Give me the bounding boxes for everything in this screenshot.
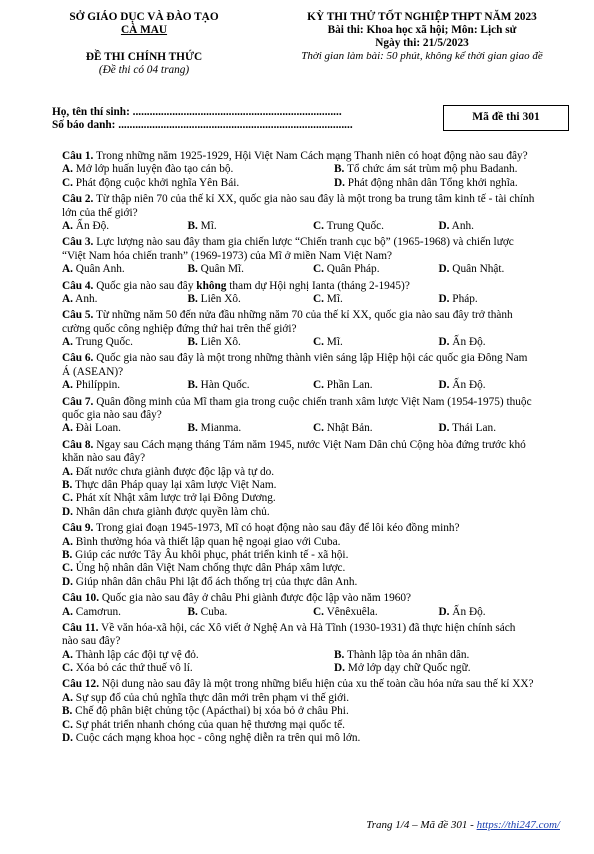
option-letter: B.	[187, 336, 198, 349]
question-number: Câu 5.	[62, 309, 94, 322]
exam-duration: Thời gian làm bài: 50 phút, không kể thời gian giao đề	[301, 50, 543, 62]
question-text-line: Câu 3. Lực lượng nào sau đây tham gia chiến lược “Chiến tranh cục bộ” (1965-1968) và chiến lược	[62, 236, 514, 249]
answer-option: C. Phát động cuộc khởi nghĩa Yên Bái.	[62, 176, 240, 189]
question	[62, 623, 564, 677]
question	[62, 194, 564, 234]
option-letter: B.	[62, 478, 73, 491]
question	[62, 310, 564, 350]
exam-subject: Bài thi: Khoa học xã hội; Môn: Lịch sử	[327, 24, 517, 36]
options-row	[62, 607, 564, 620]
answer-option: A. Trung Quốc.	[62, 336, 133, 349]
answer-option: A. Sự sụp đổ của chủ nghĩa thực dân mới trên phạm vi thế giới.	[62, 691, 350, 704]
options-row	[62, 493, 564, 506]
option-letter: B.	[187, 379, 198, 392]
answer-option: D. Anh.	[438, 219, 474, 232]
option-letter: B.	[187, 263, 198, 276]
option-letter: C.	[313, 336, 324, 349]
answer-option: A. Bình thường hóa và thiết lập quan hệ ngoại giao với Cuba.	[62, 535, 341, 548]
answer-option: B. Tổ chức ám sát trùm mộ phu Badanh.	[334, 163, 518, 176]
answer-option: C. Mĩ.	[313, 292, 343, 305]
option-letter: C.	[313, 422, 324, 435]
option-letter: D.	[438, 422, 450, 435]
question-number: Câu 6.	[62, 352, 94, 365]
option-letter: C.	[313, 219, 324, 232]
options-row	[62, 720, 564, 733]
options-row	[62, 537, 564, 550]
options-row	[62, 693, 564, 706]
header-right	[272, 12, 572, 64]
option-letter: A.	[62, 263, 73, 276]
question-text-line: “Việt Nam hóa chiến tranh” (1969-1973) của Mĩ ở miền Nam Việt Nam?	[62, 249, 393, 262]
question-text-line: khăn nào sau đây?	[62, 452, 146, 465]
option-letter: A.	[62, 535, 73, 548]
question-text-line: Câu 4. Quốc gia nào sau đây không tham dự Hội nghị Ianta (tháng 2-1945)?	[62, 279, 410, 292]
option-letter: A.	[62, 336, 73, 349]
answer-option: A. Đất nước chưa giành được độc lập và tự do.	[62, 465, 275, 478]
option-letter: B.	[62, 548, 73, 561]
answer-option: C. Quân Pháp.	[313, 263, 380, 276]
answer-option: D. Pháp.	[438, 292, 478, 305]
option-letter: A.	[62, 422, 73, 435]
question-list	[62, 151, 564, 749]
question	[62, 151, 564, 191]
answer-option: C. Sự phát triển nhanh chóng của quan hệ thương mại quốc tế.	[62, 718, 346, 731]
answer-option: B. Mianma.	[187, 422, 242, 435]
options-row	[62, 550, 564, 563]
question-text-line: Câu 6. Quốc gia nào sau đây là một trong những thành viên sáng lập Hiệp hội các quốc gia Đông Nam	[62, 352, 528, 365]
candidate-info	[52, 107, 422, 133]
question-text-line: Câu 9. Trong giai đoạn 1945-1973, Mĩ có hoạt động nào sau đây để lôi kéo đồng minh?	[62, 522, 460, 535]
option-letter: B.	[334, 163, 345, 176]
answer-option: A. Mở lớp huấn luyện đào tạo cán bộ.	[62, 163, 234, 176]
options-row	[62, 264, 564, 277]
options-row	[62, 663, 564, 676]
question	[62, 593, 564, 620]
option-letter: C.	[62, 492, 73, 505]
option-letter: C.	[62, 176, 73, 189]
candidate-number-line: Số báo danh: ...................................................................................	[52, 119, 353, 131]
option-letter: D.	[438, 292, 450, 305]
answer-option: B. Mĩ.	[187, 219, 217, 232]
answer-option: D. Quân Nhật.	[438, 263, 505, 276]
answer-option: D. Mở lớp dạy chữ Quốc ngữ.	[334, 662, 471, 675]
answer-option: C. Xóa bỏ các thứ thuế vô lí.	[62, 662, 193, 675]
option-letter: A.	[62, 379, 73, 392]
question-text-line: Câu 11. Về văn hóa-xã hội, các Xô viết ở Nghệ An và Hà Tĩnh (1930-1931) đã thực hiện chính sách	[62, 621, 516, 634]
answer-option: B. Giúp các nước Tây Âu khôi phục, phát triển kinh tế - xã hội.	[62, 548, 349, 561]
answer-option: A. Quân Anh.	[62, 263, 125, 276]
option-letter: C.	[313, 605, 324, 618]
answer-option: B. Liên Xô.	[187, 292, 241, 305]
question-number: Câu 3.	[62, 236, 94, 249]
option-letter: D.	[334, 176, 345, 189]
options-row	[62, 294, 564, 307]
options-row	[62, 164, 564, 177]
option-letter: D.	[334, 662, 345, 675]
official-label: ĐỀ THI CHÍNH THỨC	[85, 51, 203, 63]
question	[62, 237, 564, 277]
question	[62, 281, 564, 308]
question-text-line: Câu 10. Quốc gia nào sau đây ở châu Phi giành được độc lập vào năm 1960?	[62, 592, 412, 605]
question-number: Câu 2.	[62, 193, 94, 206]
option-letter: B.	[187, 422, 198, 435]
question-number: Câu 1.	[62, 150, 94, 162]
candidate-name-line: Họ, tên thí sinh: ..........................................................................	[52, 106, 342, 118]
option-letter: D.	[438, 263, 450, 276]
question-text-line: Câu 8. Ngay sau Cách mạng tháng Tám năm 1945, nước Việt Nam Dân chủ Cộng hòa đứng trước khó	[62, 438, 526, 451]
answer-option: C. Vênêxuêla.	[313, 605, 378, 618]
answer-option: B. Thực dân Pháp quay lại xâm lược Việt Nam.	[62, 478, 277, 491]
option-letter: C.	[62, 562, 73, 575]
option-letter: B.	[187, 219, 198, 232]
question-number: Câu 7.	[62, 395, 94, 408]
page-footer	[366, 820, 560, 831]
question-number: Câu 12.	[62, 678, 100, 691]
answer-option: C. Phát xít Nhật xâm lược trở lại Đông Dương.	[62, 492, 276, 505]
answer-option: A. Đài Loan.	[62, 422, 121, 435]
option-letter: A.	[62, 648, 73, 661]
question-text-line: cường quốc công nghiệp đứng thứ hai trên thế giới?	[62, 322, 297, 335]
option-letter: D.	[62, 732, 73, 745]
answer-option: C. Ủng hộ nhân dân Việt Nam chống thực dân Pháp xâm lược.	[62, 562, 346, 575]
question-text-line: Câu 7. Quân đồng minh của Mĩ tham gia trong cuộc chiến tranh xâm lược Việt Nam (1954-1975) thuộc	[62, 395, 532, 408]
option-letter: D.	[438, 379, 450, 392]
question-number: Câu 11.	[62, 621, 99, 634]
answer-option: A. Camơrun.	[62, 605, 122, 618]
option-letter: C.	[62, 662, 73, 675]
answer-option: A. Philíppin.	[62, 379, 121, 392]
question	[62, 523, 564, 590]
answer-option: D. Thái Lan.	[438, 422, 497, 435]
options-row	[62, 650, 564, 663]
answer-option: D. Cuộc cách mạng khoa học - công nghệ diễn ra trên qui mô lớn.	[62, 732, 361, 745]
exam-date: Ngày thi: 21/5/2023	[375, 37, 469, 49]
answer-option: B. Chế độ phân biệt chủng tộc (Apácthai) bị xóa bỏ ở châu Phi.	[62, 705, 349, 718]
header-left	[34, 12, 254, 78]
answer-option: D. Phát động nhân dân Tổng khởi nghĩa.	[334, 176, 518, 189]
question	[62, 397, 564, 437]
options-row	[62, 507, 564, 520]
option-letter: C.	[313, 379, 324, 392]
question	[62, 440, 564, 520]
options-row	[62, 380, 564, 393]
province-name: CÀ MAU	[120, 24, 168, 36]
answer-option: D. Ấn Độ.	[438, 605, 486, 618]
answer-option: B. Thành lập tòa án nhân dân.	[334, 648, 470, 661]
options-row	[62, 733, 564, 746]
question-text-line: Câu 1. Trong những năm 1925-1929, Hội Việt Nam Cách mạng Thanh niên có hoạt động nào sau đây?	[62, 150, 528, 162]
question-text-line: Câu 12. Nội dung nào sau đây là một trong những biểu hiện của xu thế toàn cầu hóa nửa sau thế kỉ XX?	[62, 678, 534, 691]
option-letter: C.	[313, 292, 324, 305]
question-number: Câu 9.	[62, 522, 94, 535]
options-row	[62, 178, 564, 191]
option-letter: C.	[62, 718, 73, 731]
answer-option: C. Mĩ.	[313, 336, 343, 349]
options-row	[62, 480, 564, 493]
question-text-line: Câu 2. Từ thập niên 70 của thế kỉ XX, quốc gia nào sau đây là một trong ba trung tâm kinh tế - tài chính	[62, 193, 535, 206]
answer-option: D. Ấn Độ.	[438, 336, 486, 349]
option-letter: D.	[438, 605, 450, 618]
answer-option: A. Ấn Độ.	[62, 219, 110, 232]
question-number: Câu 4.	[62, 279, 94, 292]
options-row	[62, 337, 564, 350]
page-count: (Đề thi có 04 trang)	[98, 64, 190, 76]
question-text-line: Câu 5. Từ những năm 50 đến nửa đầu những năm 70 của thế kỉ XX, quốc gia nào sau đây trở thành	[62, 309, 513, 322]
options-row	[62, 706, 564, 719]
option-letter: B.	[334, 648, 345, 661]
question-number: Câu 10.	[62, 592, 100, 605]
options-row	[62, 423, 564, 436]
option-letter: D.	[62, 505, 73, 518]
department-name: SỞ GIÁO DỤC VÀ ĐÀO TẠO	[69, 11, 219, 23]
answer-option: D. Giúp nhân dân châu Phi lật đổ ách thống trị của thực dân Anh.	[62, 575, 358, 588]
option-letter: A.	[62, 605, 73, 618]
option-letter: B.	[187, 605, 198, 618]
answer-option: B. Quân Mĩ.	[187, 263, 244, 276]
answer-option: D. Ấn Độ.	[438, 379, 486, 392]
exam-title: KỲ THI THỬ TỐT NGHIỆP THPT NĂM 2023	[307, 11, 537, 23]
option-letter: A.	[62, 163, 73, 176]
options-row	[62, 577, 564, 590]
answer-option: A. Anh.	[62, 292, 98, 305]
answer-option: B. Liên Xô.	[187, 336, 241, 349]
question-text-line: nào sau đây?	[62, 635, 121, 648]
question-text-line: lớn của thế giới?	[62, 206, 138, 219]
options-row	[62, 221, 564, 234]
footer-text: Trang 1/4 – Mã đề 301 -	[366, 819, 477, 831]
option-letter: A.	[62, 219, 73, 232]
answer-option: A. Thành lập các đội tự vệ đỏ.	[62, 648, 199, 661]
answer-option: C. Trung Quốc.	[313, 219, 384, 232]
question-number: Câu 8.	[62, 438, 94, 451]
question	[62, 679, 564, 746]
answer-option: B. Cuba.	[187, 605, 228, 618]
question	[62, 353, 564, 393]
options-row	[62, 467, 564, 480]
question-text-line: Á (ASEAN)?	[62, 365, 124, 378]
option-letter: B.	[62, 705, 73, 718]
option-letter: A.	[62, 691, 73, 704]
option-letter: A.	[62, 465, 73, 478]
option-letter: A.	[62, 292, 73, 305]
answer-option: B. Hàn Quốc.	[187, 379, 250, 392]
question-text-line: quốc gia nào sau đây?	[62, 409, 162, 422]
options-row	[62, 563, 564, 576]
answer-option: D. Nhân dân chưa giành được quyền làm chủ.	[62, 505, 270, 518]
option-letter: D.	[62, 575, 73, 588]
option-letter: D.	[438, 336, 450, 349]
answer-option: C. Phần Lan.	[313, 379, 373, 392]
option-letter: B.	[187, 292, 198, 305]
exam-code-box: Mã đề thi 301	[443, 105, 569, 131]
option-letter: C.	[313, 263, 324, 276]
emphasis-text: không	[196, 279, 227, 292]
answer-option: C. Nhật Bản.	[313, 422, 373, 435]
footer-link[interactable]: https://thi247.com/	[476, 819, 560, 831]
option-letter: D.	[438, 219, 450, 232]
